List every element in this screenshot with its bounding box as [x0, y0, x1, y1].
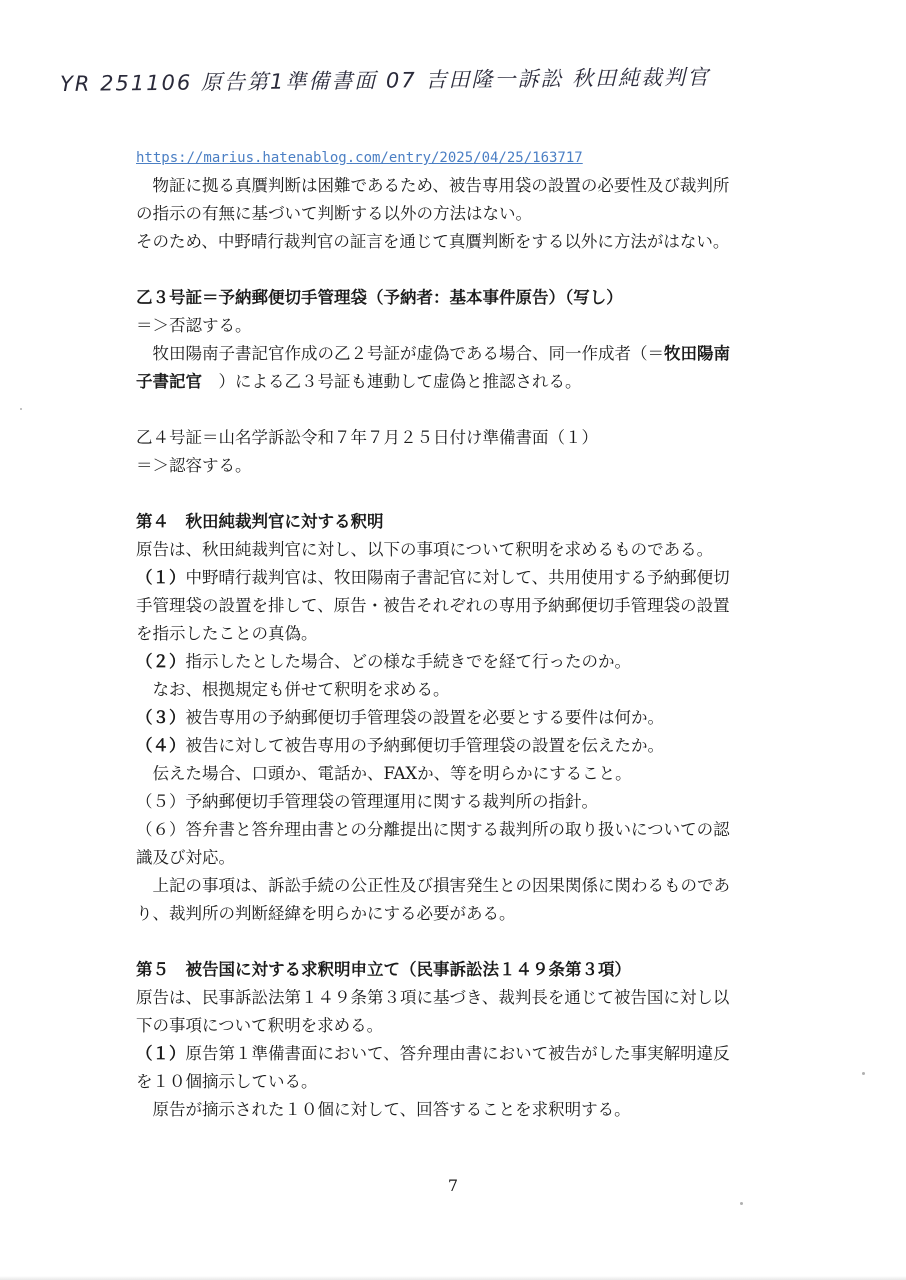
paragraph-line: 上記の事項は、訴訟手続の公正性及び損害発生との因果関係に関わるものであ [152, 876, 730, 895]
item-number: （４） [136, 736, 186, 755]
scan-speck [740, 1202, 743, 1205]
document-body [136, 172, 836, 1124]
spacer [136, 396, 836, 424]
paragraph-line: の指示の有無に基づいて判断する以外の方法はない。 [136, 204, 532, 223]
scan-edge [0, 1276, 906, 1280]
clerk-name-emphasis: 牧田陽南 [664, 344, 730, 363]
handwritten-header-note: YR 251106 原告第1準備書面 07 吉田隆一訴訟 秋田純裁判官 [59, 65, 711, 96]
list-item [136, 648, 836, 676]
list-item [136, 704, 836, 732]
paragraph-line: 原告は、民事訴訟法第１４９条第３項に基づき、裁判長を通じて被告国に対し以 [136, 988, 730, 1007]
item-number: （１） [136, 1044, 186, 1063]
text-span: 被告専用の予納郵便切手管理袋の設置を必要とする要件は何か。 [185, 708, 664, 727]
list-item: （５）予納郵便切手管理袋の管理運用に関する裁判所の指針。 [136, 792, 598, 811]
text-span: 中野晴行裁判官は、牧田陽南子書記官に対して、共用使用する予納郵便切 [185, 568, 730, 587]
paragraph-line: 下の事項について釈明を求める。 [136, 1016, 384, 1035]
list-item [136, 564, 836, 592]
section4-heading: 第４ 秋田純裁判官に対する釈明 [136, 512, 384, 531]
scan-speck [20, 408, 22, 410]
text-span: 被告に対して被告専用の予納郵便切手管理袋の設置を伝えたか。 [185, 736, 664, 755]
section5-heading: 第５ 被告国に対する求釈明申立て（民事訴訟法１４９条第３項） [136, 960, 631, 979]
paragraph-line [136, 340, 836, 368]
text-span: 原告第１準備書面において、答弁理由書において被告がした事実解明違反 [185, 1044, 730, 1063]
scan-speck [862, 1072, 865, 1075]
paragraph-line: り、裁判所の判断経緯を明らかにする必要がある。 [136, 904, 516, 923]
exhibit-otsu4-heading: 乙４号証＝山名学訴訟令和７年７月２５日付け準備書面（１） [136, 428, 598, 447]
paragraph-line: 手管理袋の設置を排して、原告・被告それぞれの専用予納郵便切手管理袋の設置 [136, 596, 730, 615]
text-span: 牧田陽南子書記官作成の乙２号証が虚偽である場合、同一作成者（＝ [152, 344, 664, 363]
paragraph-line: 識及び対応。 [136, 848, 235, 867]
paragraph-line [136, 368, 836, 396]
paragraph-line: を指示したことの真偽。 [136, 624, 318, 643]
exhibit-otsu4-reply: ＝＞認容する。 [136, 456, 252, 475]
text-span: 指示したとした場合、どの様な手続きでを経て行ったのか。 [185, 652, 631, 671]
exhibit-otsu3-reply: ＝＞否認する。 [136, 316, 252, 335]
exhibit-otsu3-heading: 乙３号証＝予納郵便切手管理袋（予納者：基本事件原告）（写し） [136, 288, 623, 307]
list-item: （６）答弁書と答弁理由書との分離提出に関する裁判所の取り扱いについての認 [136, 820, 730, 839]
clerk-name-emphasis: 子書記官 [136, 372, 202, 391]
paragraph-line: 伝えた場合、口頭か、電話か、FAXか、等を明らかにすること。 [152, 764, 632, 783]
paragraph-line: 物証に拠る真贋判断は困難であるため、被告専用袋の設置の必要性及び裁判所 [152, 176, 730, 195]
paragraph-line: そのため、中野晴行裁判官の証言を通じて真贋判断をする以外に方法がはない。 [136, 232, 730, 251]
paragraph-line: 原告が摘示された１０個に対して、回答することを求釈明する。 [152, 1100, 631, 1119]
text-span: ）による乙３号証も連動して虚偽と推認される。 [202, 372, 582, 391]
list-item [136, 732, 836, 760]
list-item [136, 1040, 836, 1068]
paragraph-line: なお、根拠規定も併せて釈明を求める。 [152, 680, 450, 699]
paragraph-line: を１０個摘示している。 [136, 1072, 318, 1091]
spacer [136, 480, 836, 508]
spacer [136, 256, 836, 284]
page-number: 7 [447, 1176, 459, 1195]
paragraph-line: 原告は、秋田純裁判官に対し、以下の事項について釈明を求めるものである。 [136, 540, 714, 559]
item-number: （３） [136, 708, 186, 727]
spacer [136, 928, 836, 956]
item-number: （２） [136, 652, 186, 671]
item-number: （１） [136, 568, 186, 587]
source-url[interactable]: https://marius.hatenablog.com/entry/2025/04/25/163717 [136, 150, 583, 166]
